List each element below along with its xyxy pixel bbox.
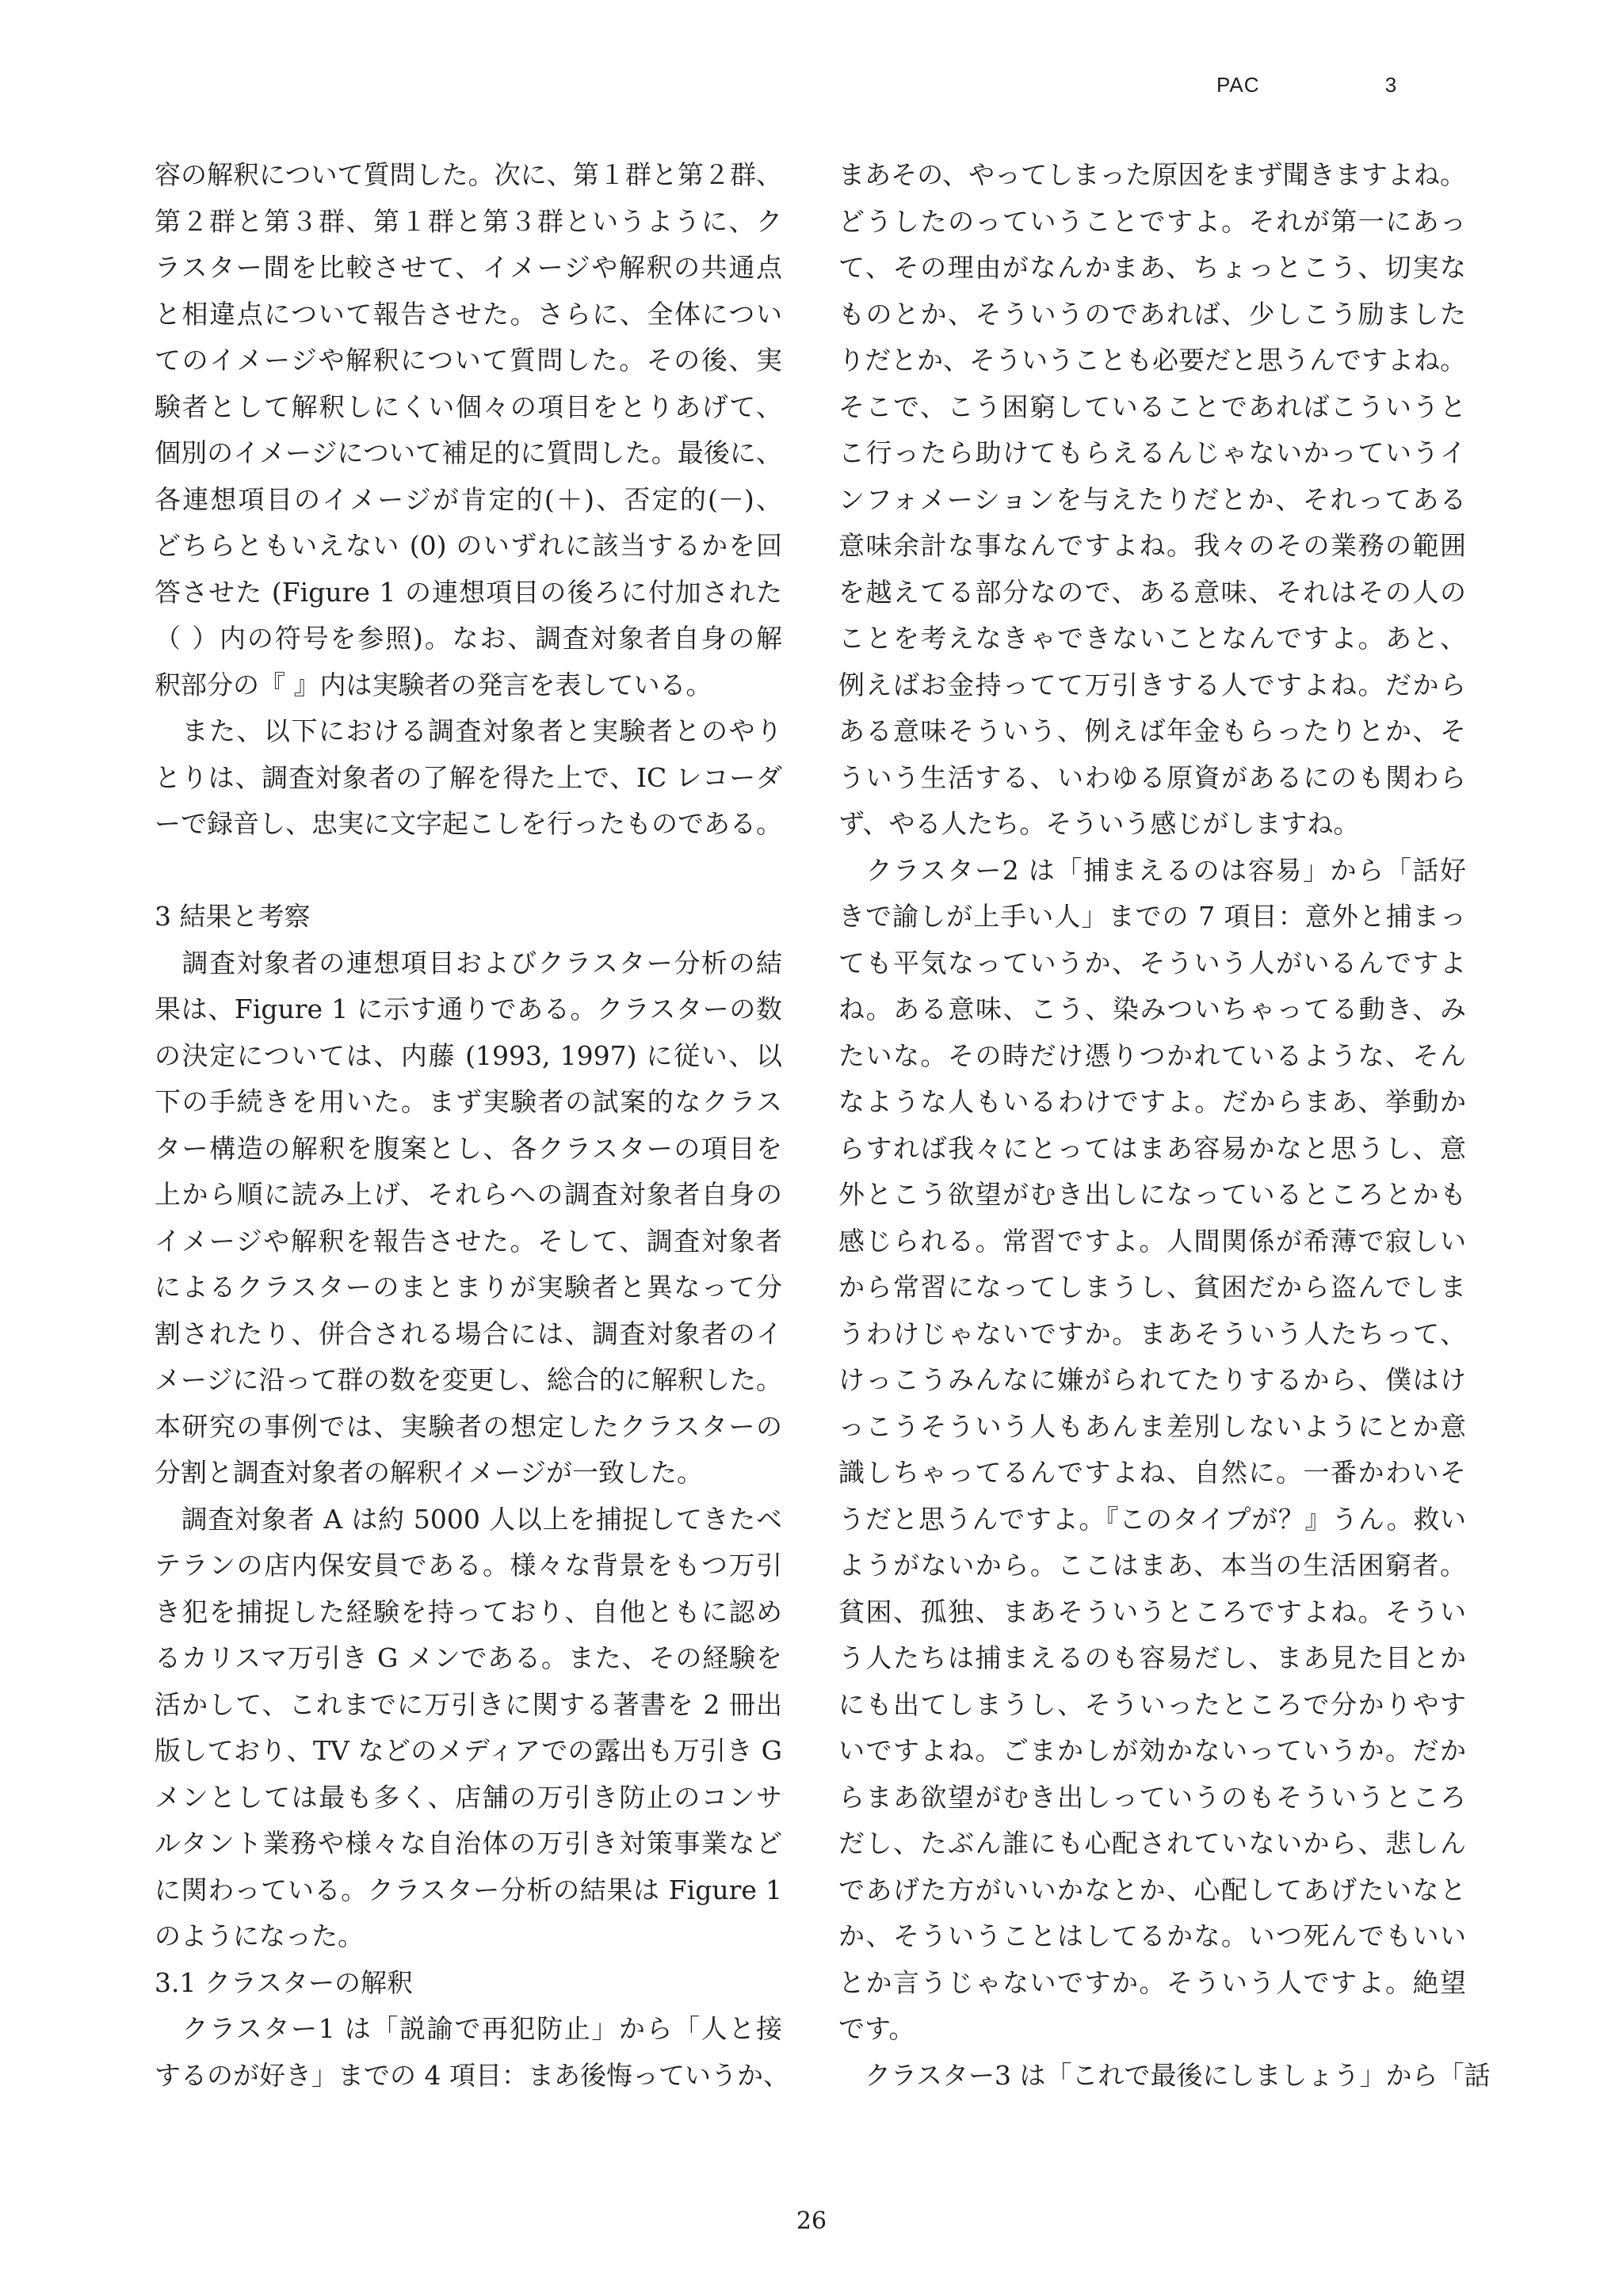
text-line: 外とこう欲望がむき出しになっているところとかも — [838, 1179, 1466, 1210]
text-line: 釈部分の『 』内は実験者の発言を表している。 — [155, 669, 712, 700]
text-line: たいな。その時だけ憑りつかれているような、そん — [838, 1039, 1466, 1071]
text-line: 験者として解釈しにくい個々の項目をとりあげて、 — [155, 391, 782, 422]
text-line: ーで録音し、忠実に文字起こしを行ったものである。 — [155, 808, 782, 839]
text-line: 果は、Figure 1 に示す通りである。クラスターの数 — [155, 994, 782, 1024]
text-line: ういう生活する、いわゆる原資があるにのも関わら — [838, 761, 1466, 793]
text-line: うわけじゃないですか。まあそういう人たちって、 — [838, 1318, 1466, 1349]
right-column — [838, 152, 1491, 2099]
text-line: ようがないから。ここはまあ、本当の生活困窮者。 — [838, 1550, 1466, 1581]
text-line: りだとか、そういうことも必要だと思うんですよね。 — [838, 345, 1466, 376]
text-line: クラスター2 は「捕まえるのは容易」から「話好 — [838, 854, 1466, 886]
text-line: テランの店内保安員である。様々な背景をもつ万引 — [155, 1550, 782, 1581]
text-line: を越えてる部分なので、ある意味、それはその人の — [838, 576, 1466, 608]
text-line: ンフォメーションを与えたりだとか、それってある — [838, 483, 1466, 515]
text-line: う人たちは捕まえるのも容易だし、まあ見た目とか — [838, 1642, 1466, 1673]
text-line: なような人もいるわけですよ。だからまあ、挙動か — [838, 1086, 1466, 1117]
text-line: メンとしては最も多く、店舗の万引き防止のコンサ — [155, 1781, 782, 1813]
text-line: けっこうみんなに嫌がられてたりするから、僕はけ — [838, 1364, 1466, 1395]
journal-title: PAC — [1216, 73, 1260, 97]
text-line: っこうそういう人もあんま差別しないようにとか意 — [838, 1410, 1466, 1442]
text-line: ね。ある意味、こう、染みついちゃってる動き、み — [838, 994, 1466, 1024]
text-line: ことを考えなきゃできないことなんですよ。あと、 — [838, 623, 1466, 654]
text-line: 分割と調査対象者の解釈イメージが一致した。 — [155, 1457, 704, 1488]
footer-page-number: 26 — [796, 2207, 827, 2235]
text-line: 識しちゃってるんですよね、自然に。一番かわいそ — [838, 1457, 1466, 1488]
text-line: 活かして、これまでに万引きに関する著書を 2 冊出 — [155, 1688, 782, 1720]
text-line: 感じられる。常習ですよ。人間関係が希薄で寂しい — [838, 1225, 1466, 1257]
left-column — [155, 152, 789, 2099]
text-line: ラスター間を比較させて、イメージや解釈の共通点 — [155, 252, 782, 283]
text-line: 上から順に読み上げ、それらへの調査対象者自身の — [155, 1179, 782, 1210]
text-line: ものとか、そういうのであれば、少しこう励ました — [838, 298, 1466, 330]
text-line: こ行ったら助けてもらえるんじゃないかっていうイ — [838, 437, 1466, 468]
text-line: ある意味そういう、例えば年金もらったりとか、そ — [838, 715, 1466, 746]
text-line: 貧困、孤独、まあそういうところですよね。そうい — [838, 1596, 1466, 1627]
text-line: 3 結果と考察 — [155, 901, 311, 932]
text-line: るカリスマ万引き G メンである。また、その経験を — [155, 1642, 782, 1673]
text-line: ても平気なっていうか、そういう人がいるんですよ — [838, 947, 1466, 978]
text-line: うだと思うんですよ。『このタイプが？』うん。救い — [838, 1503, 1466, 1535]
text-line: 版しており、TV などのメディアでの露出も万引き G — [155, 1735, 782, 1766]
text-line: です。 — [838, 2013, 915, 2044]
text-line: メージに沿って群の数を変更し、総合的に解釈した。 — [155, 1364, 782, 1395]
text-line: て、その理由がなんかまあ、ちょっとこう、切実な — [838, 252, 1466, 283]
text-line: そこで、こう困窮していることであればこういうと — [838, 391, 1466, 422]
text-line: 下の手続きを用いた。まず実験者の試案的なクラス — [155, 1086, 782, 1117]
text-line: ず、やる人たち。そういう感じがしますね。 — [838, 808, 1360, 839]
text-line: 3.1 クラスターの解釈 — [155, 1966, 413, 1998]
text-line: 調査対象者の連想項目およびクラスター分析の結 — [155, 947, 782, 978]
text-line: と相違点について報告させた。さらに、全体につい — [155, 298, 782, 330]
text-line: にも出てしまうし、そういったところで分かりやす — [838, 1688, 1466, 1720]
text-line: のようになった。 — [155, 1920, 364, 1951]
text-line: の決定については、内藤 (1993, 1997) に従い、以 — [155, 1039, 782, 1071]
text-line: だし、たぶん誰にも心配されていないから、悲しん — [838, 1828, 1466, 1859]
text-line: に関わっている。クラスター分析の結果は Figure 1 — [155, 1874, 782, 1905]
text-line: とか言うじゃないですか。そういう人ですよ。絶望 — [838, 1966, 1466, 1998]
text-line: らすれば我々にとってはまあ容易かなと思うし、意 — [838, 1132, 1466, 1164]
text-line: らまあ欲望がむき出しっていうのもそういうところ — [838, 1781, 1466, 1813]
text-line: するのが好き」までの 4 項目：まあ後悔っていうか、 — [155, 2059, 789, 2091]
text-line: であげた方がいいかなとか、心配してあげたいなと — [838, 1874, 1466, 1905]
text-line: どうしたのっていうことですよ。それが第一にあっ — [838, 205, 1466, 237]
text-line: また、以下における調査対象者と実験者とのやり — [155, 715, 782, 746]
text-line: クラスター3 は「これで最後にしましょう」から「話 — [838, 2059, 1491, 2091]
text-line: 容の解釈について質問した。次に、第１群と第２群、 — [155, 159, 782, 190]
text-line: まあその、やってしまった原因をまず聞きますよね。 — [838, 159, 1466, 190]
running-head — [1216, 73, 1397, 97]
text-line: 各連想項目のイメージが肯定的(＋)、否定的(－)、 — [155, 483, 782, 515]
text-line: き犯を捕捉した経験を持っており、自他ともに認め — [155, 1596, 782, 1627]
text-line: か、そういうことはしてるかな。いつ死んでもいい — [838, 1920, 1466, 1951]
text-line: 調査対象者 A は約 5000 人以上を捕捉してきたベ — [155, 1503, 782, 1535]
text-line: イメージや解釈を報告させた。そして、調査対象者 — [155, 1225, 782, 1257]
text-line: クラスター1 は「説諭で再犯防止」から「人と接 — [155, 2013, 782, 2044]
text-line: （ ）内の符号を参照)。なお、調査対象者自身の解 — [155, 623, 782, 654]
text-line: 答させた (Figure 1 の連想項目の後ろに付加された — [155, 576, 782, 608]
text-line: から常習になってしまうし、貧困だから盗んでしま — [838, 1272, 1466, 1302]
text-line: によるクラスターのまとまりが実験者と異なって分 — [155, 1272, 782, 1302]
text-line: 例えばお金持ってて万引きする人ですよね。だから — [838, 669, 1466, 700]
text-line: 第２群と第３群、第１群と第３群というように、ク — [155, 205, 782, 237]
text-line: 意味余計な事なんですよね。我々のその業務の範囲 — [838, 530, 1466, 561]
text-line: てのイメージや解釈について質問した。その後、実 — [155, 345, 782, 376]
text-line: いですよね。ごまかしが効かないっていうか。だか — [838, 1735, 1466, 1766]
text-line: 割されたり、併合される場合には、調査対象者のイ — [155, 1318, 782, 1349]
text-line: 本研究の事例では、実験者の想定したクラスターの — [155, 1410, 782, 1442]
text-line: きで諭しが上手い人」までの 7 項目：意外と捕まっ — [838, 901, 1466, 932]
text-line: どちらともいえない (0) のいずれに該当するかを回 — [155, 530, 782, 561]
text-line: とりは、調査対象者の了解を得た上で、IC レコーダ — [155, 761, 782, 793]
paragraph-gap — [155, 848, 782, 894]
text-line: ルタント業務や様々な自治体の万引き対策事業など — [155, 1828, 782, 1859]
header-page-number: 3 — [1384, 73, 1398, 97]
text-line: 個別のイメージについて補足的に質問した。最後に、 — [155, 437, 782, 468]
text-line: ター構造の解釈を腹案とし、各クラスターの項目を — [155, 1132, 782, 1164]
